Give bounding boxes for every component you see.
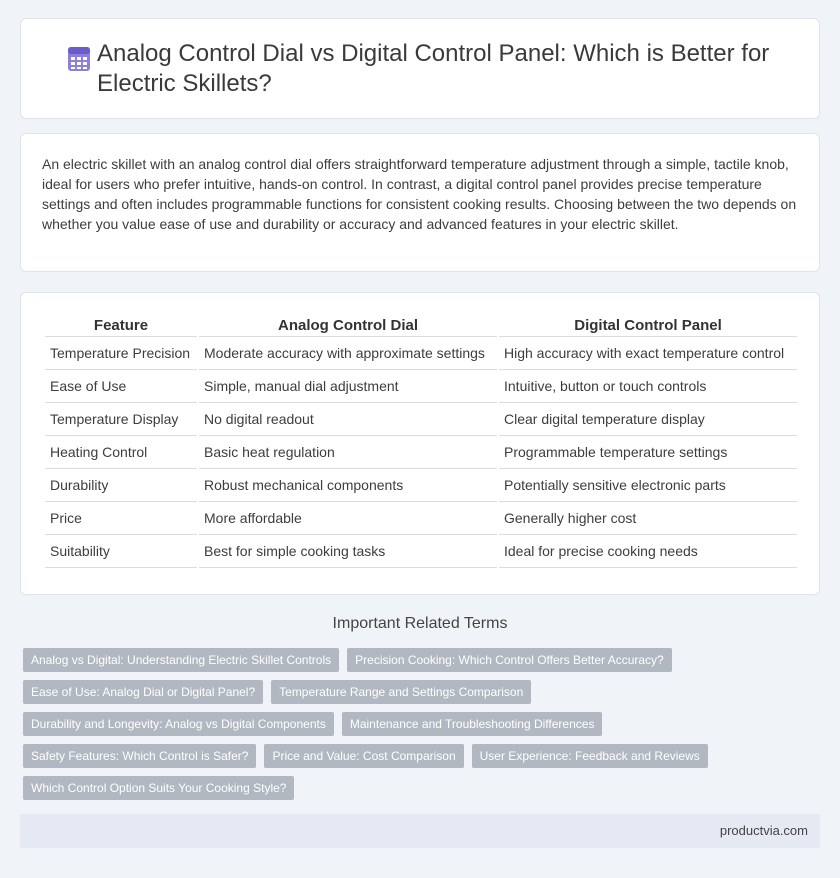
- tag-row: [23, 680, 823, 704]
- related-term-link[interactable]: User Experience: Feedback and Reviews: [472, 744, 708, 768]
- table-cell: No digital readout: [199, 403, 497, 436]
- tag-row: [23, 744, 823, 768]
- table-cell: More affordable: [199, 502, 497, 535]
- table-cell: Programmable temperature settings: [499, 436, 797, 469]
- table-cell: Heating Control: [45, 436, 197, 469]
- tag-row: [23, 648, 823, 672]
- intro-card: [20, 133, 820, 272]
- table-header-feature: Feature: [45, 313, 197, 337]
- table-cell: Potentially sensitive electronic parts: [499, 469, 797, 502]
- tag-row: [23, 712, 823, 736]
- footer: [20, 814, 820, 848]
- related-term-link[interactable]: Price and Value: Cost Comparison: [264, 744, 463, 768]
- related-term-link[interactable]: Which Control Option Suits Your Cooking Style?: [23, 776, 294, 800]
- related-term-link[interactable]: Maintenance and Troubleshooting Differences: [342, 712, 603, 736]
- related-terms-title: Important Related Terms: [332, 615, 508, 632]
- table-cell: High accuracy with exact temperature control: [499, 337, 797, 370]
- table-row: [45, 403, 797, 436]
- table-cell: Temperature Display: [45, 403, 197, 436]
- table-cell: Ideal for precise cooking needs: [499, 535, 797, 568]
- intro-paragraph: An electric skillet with an analog control dial offers straightforward temperature adjustment through a simple, tactile knob, ideal for users who prefer intuitive, hands-on control. In contrast, a digital control panel provides precise temperature settings and often includes programmable functions for consistent cooking results. Choosing between the two depends on whether you value ease of use and durability or accuracy and advanced features in your electric skillet.: [42, 156, 797, 232]
- table-cell: Intuitive, button or touch controls: [499, 370, 797, 403]
- table-cell: Temperature Precision: [45, 337, 197, 370]
- related-term-link[interactable]: Precision Cooking: Which Control Offers Better Accuracy?: [347, 648, 672, 672]
- table-cell: Suitability: [45, 535, 197, 568]
- table-row: [45, 502, 797, 535]
- table-header-analog: Analog Control Dial: [199, 313, 497, 337]
- tag-row: [23, 776, 823, 800]
- table-cell: Ease of Use: [45, 370, 197, 403]
- header-card: [20, 18, 820, 119]
- table-row: [45, 337, 797, 370]
- related-term-link[interactable]: Safety Features: Which Control is Safer?: [23, 744, 256, 768]
- table-cell: Basic heat regulation: [199, 436, 497, 469]
- footer-site-link[interactable]: productvia.com: [719, 823, 808, 838]
- table-cell: Simple, manual dial adjustment: [199, 370, 497, 403]
- table-row: [45, 535, 797, 568]
- table-cell: Clear digital temperature display: [499, 403, 797, 436]
- table-row: [45, 370, 797, 403]
- table-cell: Moderate accuracy with approximate settings: [199, 337, 497, 370]
- calculator-icon: [66, 46, 92, 72]
- table-cell: Robust mechanical components: [199, 469, 497, 502]
- table-header-row: [45, 313, 797, 337]
- table-cell: Generally higher cost: [499, 502, 797, 535]
- table-cell: Durability: [45, 469, 197, 502]
- related-terms: [23, 648, 823, 808]
- related-term-link[interactable]: Analog vs Digital: Understanding Electric Skillet Controls: [23, 648, 339, 672]
- related-term-link[interactable]: Temperature Range and Settings Comparison: [271, 680, 531, 704]
- related-term-link[interactable]: Ease of Use: Analog Dial or Digital Panel?: [23, 680, 263, 704]
- table-row: [45, 436, 797, 469]
- page-title: Analog Control Dial vs Digital Control Panel: Which is Better for Electric Skillets?: [97, 39, 770, 97]
- table-row: [45, 469, 797, 502]
- comparison-table-card: [20, 292, 820, 595]
- related-term-link[interactable]: Durability and Longevity: Analog vs Digital Components: [23, 712, 334, 736]
- table-cell: Best for simple cooking tasks: [199, 535, 497, 568]
- table-header-digital: Digital Control Panel: [499, 313, 797, 337]
- table-cell: Price: [45, 502, 197, 535]
- comparison-table: [43, 313, 799, 568]
